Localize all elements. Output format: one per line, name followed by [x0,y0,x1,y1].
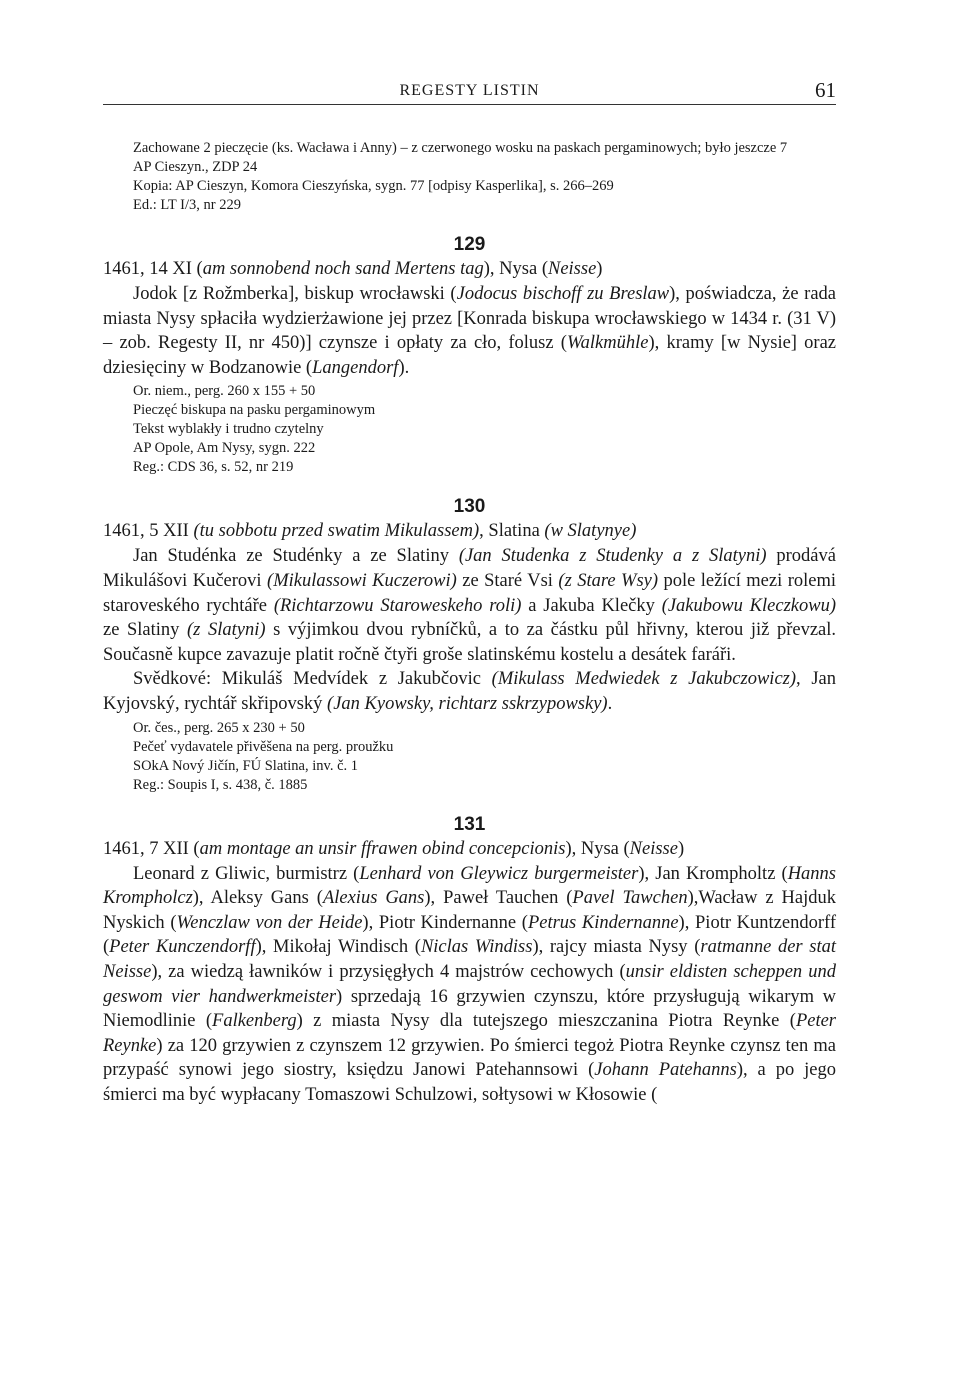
note-line: SOkA Nový Jičín, FÚ Slatina, inv. č. 1 [133,757,359,774]
document-page [103,78,836,1107]
entry-number: 129 [453,234,486,255]
note-line: Tekst wyblakły i trudno czytelny [133,421,324,438]
note-line: Or. čes., perg. 265 x 230 + 50 [133,719,305,736]
entry-paragraph: Jodok [z Rožmberka], biskup wrocławski (Jodocus bischoff zu Breslaw), poświadcza, że rada miasta Nysy spłaciła wydzierżawione jej przez [Konrada biskupa wrocławskiego w 1434 r. (31 V) – zob. Regesty II, nr 450)] czynsze i opłaty za cło, folusz (Walkmühle), kramy [w Nysie] oraz dziesięciny w Bodzanowie (Langendorf). [103,284,836,378]
note-line: Kopia: AP Cieszyn, Komora Cieszyńska, sygn. 77 [odpisy Kasperlika], s. 266–269 [133,178,614,194]
note-line: Pečeť vydavatele přivěšena na perg. proužku [133,738,394,755]
entry-paragraph: Jan Studénka ze Studénky a ze Slatiny (Jan Studenka z Studenky a z Slatyni) prodává Mikulášovi Kučerovi (Mikulassowi Kuczerowi) ze Staré Vsi (z Stare Wsy) pole ležící mezi rolemi staroveského rychtáře (Richtarzowu Staroweskeho roli) a Jakuba Klečky (Jakubowu Kleczkowu) ze Slatiny (z Slatyni) s výjimkou dvou rybníčků, a to za částku půl hřivny, kterou již převzal. Současně kupce zavazuje platit ročně čtyři groše slatinskému kostelu a desátek faráři. [103,546,837,665]
note-line: Pieczęć biskupa na pasku pergaminowym [133,402,376,419]
note-line: AP Cieszyn., ZDP 24 [133,159,258,175]
running-head: REGESTY LISTIN [399,82,540,99]
entry-dateline: 1461, 7 XII (am montage an unsir ffrawen obind concepcionis), Nysa (Neisse) [103,838,685,859]
note-line: Ed.: LT I/3, nr 229 [133,197,241,213]
entry-131 [103,813,836,1108]
entry-dateline: 1461, 5 XII (tu sobbotu przed swatim Mikulassem), Slatina (w Slatynye) [103,521,637,542]
entry-notes [103,382,836,477]
intro-notes [103,139,836,215]
note-line: AP Opole, Am Nysy, sygn. 222 [133,440,316,457]
entry-number: 130 [453,496,486,518]
note-line: Reg.: CDS 36, s. 52, nr 219 [133,459,294,476]
note-line: Reg.: Soupis I, s. 438, č. 1885 [133,776,308,793]
entry-notes [103,719,836,795]
entry-129 [103,233,836,477]
page-number: 61 [815,78,836,102]
entry-paragraph: Svědkové: Mikuláš Medvídek z Jakubčovic (Mikulass Medwiedek z Jakubczowicz), Jan Kyjovský, rychtář skřipovský (Jan Kyowsky, richtarz sskrzypowsky). [103,669,836,714]
note-line: Zachowane 2 pieczęcie (ks. Wacława i Anny) – z czerwonego wosku na paskach pergaminowych; było jeszcze 7 [133,140,788,156]
entry-paragraph: Leonard z Gliwic, burmistrz (Lenhard von Gleywicz burgermeister), Jan Krompholtz (Hanns Krompholcz), Aleksy Gans (Alexius Gans), Paweł Tauchen (Pavel Tawchen),Wacław z Hajduk Nyskich (Wenczlaw von der Heide), Piotr Kindernanne (Petrus Kindernanne), Piotr Kuntzendorff (Peter Kunczendorff), Mikołaj Windisch (Niclas Windiss), rajcy miasta Nysy (ratmanne der stat Neisse), za wiedzą ławników i przysięgłych 4 majstrów cechowych (unsir eldisten scheppen und geswom vier handwerkmeister) sprzedają 16 grzywien czynszu, które przysługują wikarym w Niemodlinie (Falkenberg) z miasta Nysy dla tutejszego mieszczanina Piotra Reynke (Peter Reynke) za 120 grzywien z czynszem 12 grzywien. Po śmierci tegoż Piotra Reynke czynsz ten ma przypaść synowi jego siostry, księdzu Janowi Patehannsowi (Johann Patehanns), a po jego śmierci ma być wypłacany Tomaszowi Schulzowi, sołtysowi w Kłosowie ( [103,863,837,1105]
entry-130 [103,495,836,794]
page-header [103,78,836,105]
entry-number: 131 [453,813,486,835]
entry-dateline: 1461, 14 XI (am sonnobend noch sand Mertens tag), Nysa (Neisse) [103,259,603,279]
note-line: Or. niem., perg. 260 x 155 + 50 [133,383,316,400]
